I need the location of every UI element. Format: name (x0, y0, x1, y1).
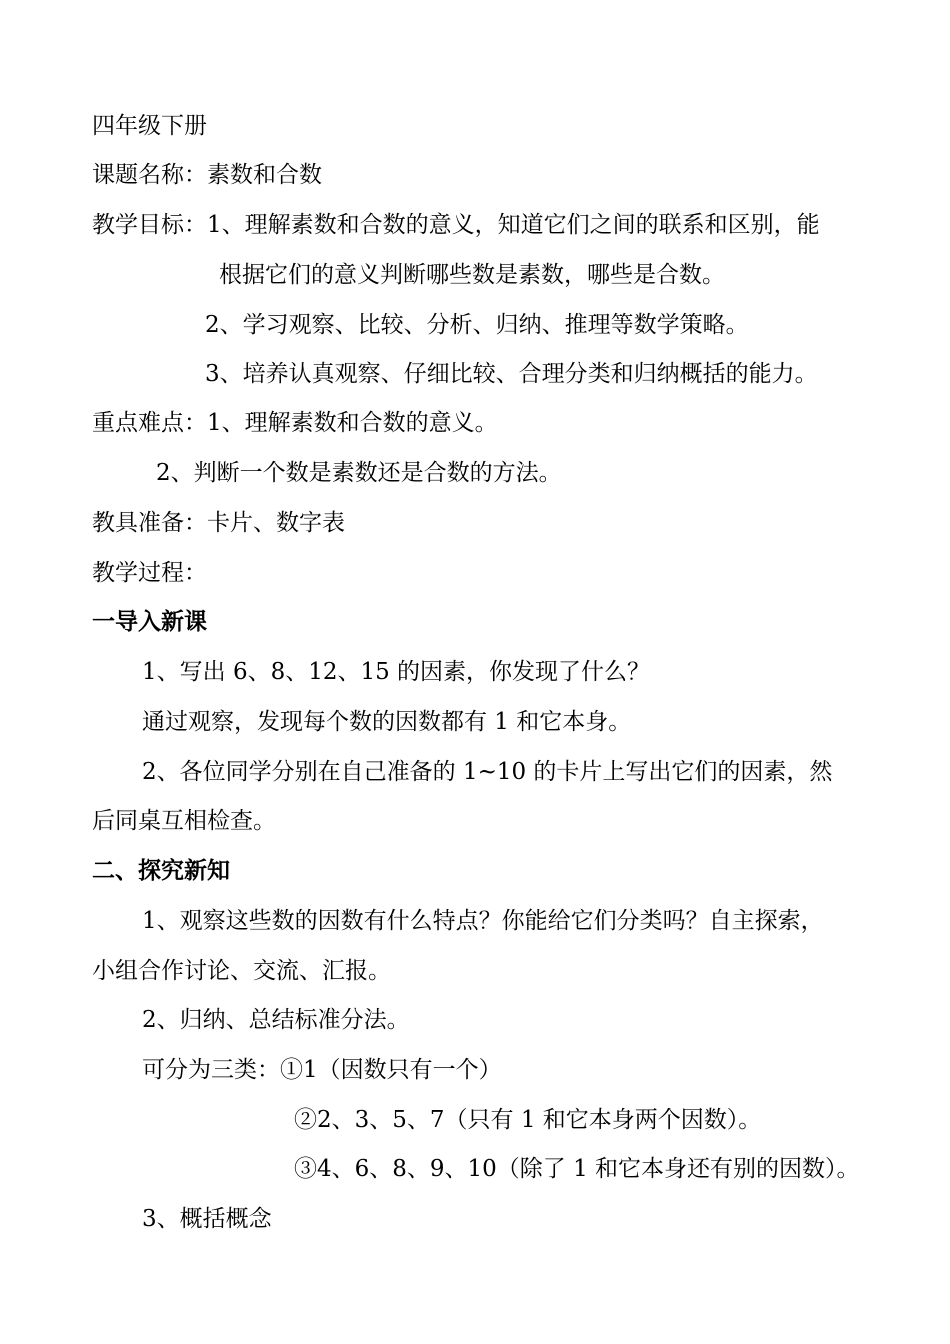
tools-line (92, 508, 345, 538)
topic-line (92, 160, 322, 190)
tools-label: 教具准备： (92, 510, 207, 536)
objectives-label: 教学目标： (92, 212, 207, 238)
paragraph-line: 3、概括概念 (142, 1206, 272, 1232)
objective-item: 1、理解素数和合数的意义，知道它们之间的联系和区别，能 (207, 212, 820, 238)
grade-line: 四年级下册 (92, 113, 207, 139)
class-item: ①1（因数只有一个） (280, 1057, 502, 1083)
topic-value: 素数和合数 (207, 162, 322, 188)
topic-label: 课题名称： (92, 162, 207, 188)
objective-item: 2、学习观察、比较、分析、归纳、推理等数学策略。 (205, 312, 749, 338)
section2-heading: 二、探究新知 (92, 858, 230, 884)
class-item: ②2、3、5、7（只有 1 和它本身两个因数）。 (294, 1107, 762, 1133)
keypoint-item: 2、判断一个数是素数还是合数的方法。 (156, 460, 562, 486)
objectives-line-1 (92, 210, 820, 240)
paragraph-line: 小组合作讨论、交流、汇报。 (92, 958, 391, 984)
keypoints-line-1 (92, 408, 498, 438)
section1-heading: 一导入新课 (92, 609, 207, 635)
process-label: 教学过程： (92, 560, 207, 586)
keypoints-label: 重点难点： (92, 410, 207, 436)
paragraph-line: 2、归纳、总结标准分法。 (142, 1007, 410, 1033)
classes-line-1 (142, 1055, 502, 1085)
objective-item: 3、培养认真观察、仔细比较、合理分类和归纳概括的能力。 (205, 361, 818, 387)
paragraph-line: 1、写出 6、8、12、15 的因素，你发现了什么？ (142, 659, 651, 685)
paragraph-line: 后同桌互相检查。 (92, 808, 276, 834)
objective-item: 根据它们的意义判断哪些数是素数，哪些是合数。 (219, 262, 725, 288)
class-item: ③4、6、8、9、10（除了 1 和它本身还有别的因数）。 (294, 1156, 860, 1182)
paragraph-line: 通过观察，发现每个数的因数都有 1 和它本身。 (142, 709, 632, 735)
paragraph-line: 1、观察这些数的因数有什么特点？你能给它们分类吗？自主探索， (142, 908, 824, 934)
keypoint-item: 1、理解素数和合数的意义。 (207, 410, 498, 436)
classes-label: 可分为三类： (142, 1057, 280, 1083)
paragraph-line: 2、各位同学分别在自己准备的 1~10 的卡片上写出它们的因素，然 (142, 759, 833, 785)
tools-value: 卡片、数字表 (207, 510, 345, 536)
